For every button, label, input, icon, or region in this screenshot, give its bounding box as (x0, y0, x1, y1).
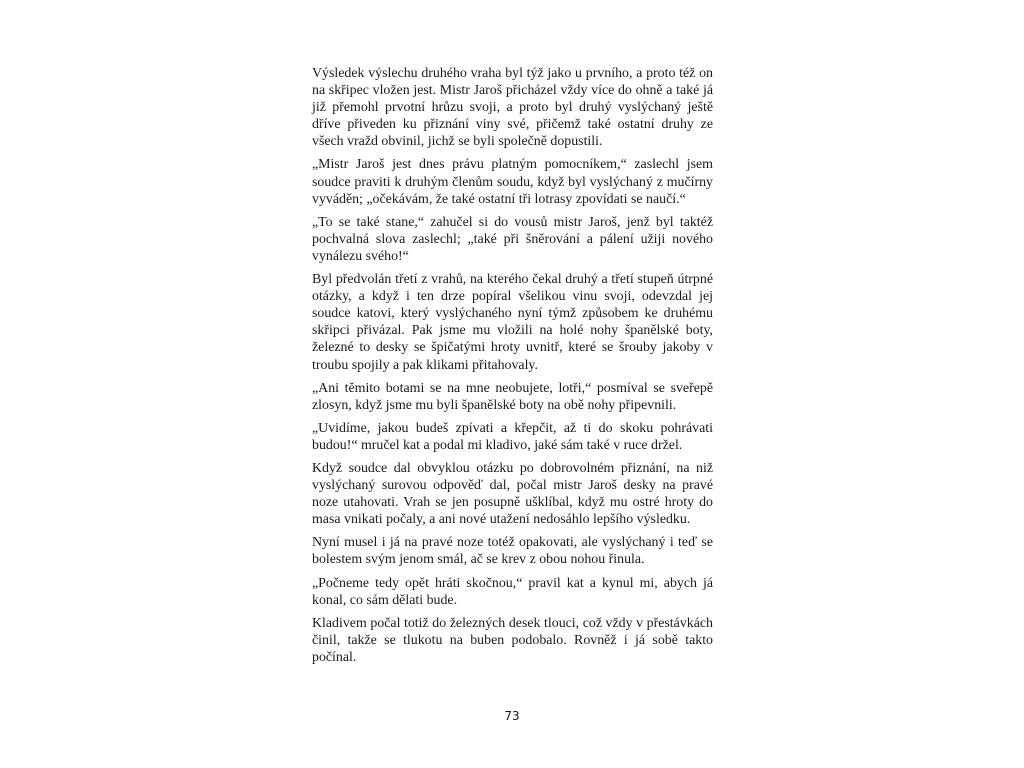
paragraph-4: Byl předvolán třetí z vrahů, na kterého čekal druhý a třetí stupeň útrpné otázky, a když i ten drze popíral všelikou vinu svoji, odevzdal jej soudce katovi, který vyslýchaného nyní týmž způsobem ke druhému skřipci přivázal. Pak jsme mu vložili na holé nohy španělské boty, železné to desky se špičatými hroty uvnitř, které se šrouby jakoby v troubu spojily a pak klikami přitahovaly. (312, 272, 713, 373)
paragraph-5: „Ani těmito botami se na mne neobujete, lotři,“ posmíval se sveřepě zlosyn, když jsme mu byli španělské boty na obě nohy připevnili. (312, 380, 713, 413)
body-text (312, 65, 713, 672)
paragraph-7: Když soudce dal obvyklou otázku po dobrovolném přiznání, na niž vyslýchaný surovou odpověď dal, počal mistr Jaroš desky na pravé noze utahovati. Vrah se jen posupně ušklíbal, když mu ostré hroty do masa vnikati počaly, a ani nové utažení nedosáhlo lepšího výsledku. (312, 460, 713, 528)
paragraph-3: „To se také stane,“ zahučel si do vousů mistr Jaroš, jenž byl taktéž pochvalná slova zaslechl; „také při šněrování a pálení užiji nového vynálezu svého!“ (312, 214, 713, 264)
paragraph-1: Výsledek výslechu druhého vraha byl týž jako u prvního, a proto též on na skřipec vložen jest. Mistr Jaroš přicházel vždy více do ohně a také já již přemohl prvotní hrůzu svoji, a proto byl druhý vyslýchaný ještě dříve přiveden ku přiznání viny své, přičemž také ostatní druhy ze všech vražd obvinil, jichž se byli společně dopustili. (312, 66, 713, 150)
paragraph-2: „Mistr Jaroš jest dnes právu platným pomocníkem,“ zaslechl jsem soudce praviti k druhým členům soudu, když byl vyslýchaný z mučírny vyváděn; „očekávám, že také ostatní tři lotrasy zpovídati se naučí.“ (312, 157, 713, 207)
paragraph-8: Nyní musel i já na pravé noze totéž opakovati, ale vyslýchaný i teď se bolestem svým jenom smál, ač se krev z obou nohou řinula. (312, 535, 713, 568)
paragraph-10: Kladivem počal totiž do železných desek tlouci, což vždy v přestávkách činil, takže se tlukotu na buben podobalo. Rovněž i já sobě takto počínal. (312, 615, 713, 665)
page-number: 73 (504, 709, 520, 723)
paragraph-6: „Uvidíme, jakou budeš zpívati a křepčit, až ti do skoku pohrávati budou!“ mručel kat a podal mi kladivo, jaké sám také v ruce držel. (312, 420, 713, 453)
paragraph-9: „Počneme tedy opět hráti skočnou,“ pravil kat a kynul mi, abych já konal, co sám dělati bude. (312, 575, 713, 608)
